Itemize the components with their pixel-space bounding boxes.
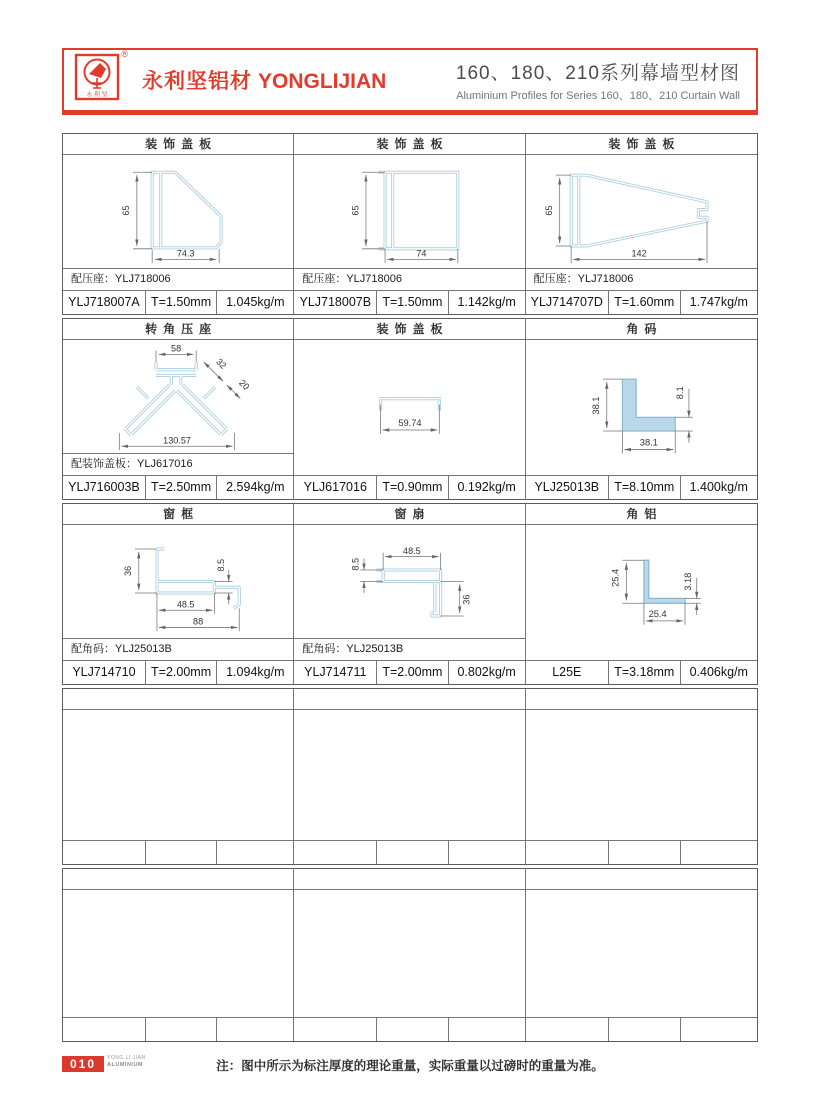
profile-title: 装饰盖板 bbox=[294, 134, 524, 155]
profile-spec-row bbox=[526, 1017, 757, 1041]
profile-diagram-svg bbox=[65, 341, 291, 452]
profile-thickness: T=2.00mm bbox=[146, 661, 217, 684]
profile-spec-row bbox=[526, 475, 757, 499]
dim-label: 88 bbox=[193, 616, 204, 627]
profile-diagram-svg bbox=[296, 526, 522, 637]
profile-note: 配角码：YLJ25013B bbox=[63, 638, 293, 660]
footer-note: 注：图中所示为标注厚度的理论重量，实际重量以过磅时的重量为准。 bbox=[216, 1059, 604, 1073]
page-title-block bbox=[456, 58, 746, 103]
dim-label: 36 bbox=[123, 565, 134, 577]
profile-cell bbox=[294, 134, 525, 314]
profile-cell-empty bbox=[294, 689, 525, 864]
profile-spec-row bbox=[63, 475, 293, 499]
profile-thickness: T=2.50mm bbox=[146, 476, 217, 499]
profile-drawing bbox=[63, 525, 293, 638]
profile-model: L25E bbox=[526, 661, 609, 684]
profile-drawing bbox=[526, 710, 757, 840]
profile-model: YLJ716003B bbox=[63, 476, 146, 499]
dim-label: 25.4 bbox=[610, 568, 621, 587]
profile-drawing bbox=[63, 155, 293, 268]
profile-title bbox=[294, 869, 524, 890]
page-header bbox=[62, 48, 758, 115]
profile-thickness: T=3.18mm bbox=[609, 661, 681, 684]
dim-label: 8.5 bbox=[350, 557, 361, 571]
profile-title: 转角压座 bbox=[63, 319, 293, 340]
dim-label: 130.57 bbox=[163, 435, 192, 446]
dim-label: 3.18 bbox=[683, 572, 694, 591]
dim-label: 36 bbox=[461, 594, 472, 605]
brand-logo bbox=[74, 49, 130, 108]
profile-note: 配压座：YLJ718006 bbox=[526, 268, 757, 290]
dim-label: 65 bbox=[121, 205, 132, 216]
profile-cell bbox=[63, 319, 294, 499]
profile-title bbox=[63, 689, 293, 710]
profile-cell-empty bbox=[294, 869, 525, 1041]
profile-spec-row bbox=[526, 660, 757, 684]
profile-spec-row bbox=[294, 1017, 524, 1041]
profile-weight: 1.747kg/m bbox=[689, 295, 748, 309]
profile-model: YLJ718007A bbox=[63, 291, 146, 314]
profile-title bbox=[294, 689, 524, 710]
dim-label: 58 bbox=[171, 343, 182, 354]
profile-note: 配压座：YLJ718006 bbox=[294, 268, 524, 290]
profile-title: 装饰盖板 bbox=[526, 134, 757, 155]
profile-thickness: T=0.90mm bbox=[377, 476, 448, 499]
profile-diagram-svg bbox=[65, 156, 291, 267]
profile-weight: 0.406kg/m bbox=[689, 665, 748, 679]
dim-label: 8.1 bbox=[675, 385, 686, 399]
profile-cell bbox=[294, 319, 525, 499]
profile-diagram-svg bbox=[528, 527, 754, 659]
profile-diagram-svg bbox=[65, 526, 291, 637]
profile-weight: 1.400kg/m bbox=[689, 480, 748, 494]
profile-weight: 1.045kg/m bbox=[226, 295, 285, 309]
profile-note: 配压座：YLJ718006 bbox=[63, 268, 293, 290]
profile-diagram-svg bbox=[296, 342, 522, 474]
profile-drawing bbox=[294, 340, 524, 475]
page-footer bbox=[62, 1056, 758, 1078]
profile-title: 角铝 bbox=[526, 504, 757, 525]
dim-label: 38.1 bbox=[640, 437, 659, 448]
brand-logo-icon bbox=[74, 52, 124, 108]
profile-drawing bbox=[526, 525, 757, 660]
profile-row-empty bbox=[62, 868, 758, 1042]
brand-name-en: YONGLIJIAN bbox=[258, 70, 387, 93]
dim-label: 59.74 bbox=[398, 417, 423, 428]
profile-model: YLJ714710 bbox=[63, 661, 146, 684]
profile-model: YLJ718007B bbox=[294, 291, 377, 314]
profile-model: YLJ617016 bbox=[294, 476, 377, 499]
profile-title: 窗框 bbox=[63, 504, 293, 525]
dim-label: 38.1 bbox=[591, 396, 602, 415]
page-title: 160、180、210系列幕墙型材图 bbox=[455, 62, 740, 84]
profile-model: YLJ25013B bbox=[526, 476, 609, 499]
profile-thickness: T=8.10mm bbox=[609, 476, 681, 499]
profile-spec-row bbox=[526, 290, 757, 314]
page-number: 010 bbox=[62, 1056, 104, 1072]
profile-note: 配装饰盖板：YLJ617016 bbox=[63, 453, 293, 475]
profile-title bbox=[526, 689, 757, 710]
profile-drawing bbox=[63, 340, 293, 453]
profile-spec-row bbox=[294, 475, 524, 499]
profile-model: YLJ714707D bbox=[526, 291, 609, 314]
footer-brand-line2: ALUMINIUM bbox=[107, 1061, 143, 1068]
profile-cell-empty bbox=[526, 689, 757, 864]
profile-drawing bbox=[63, 710, 293, 840]
profile-drawing bbox=[526, 340, 757, 475]
profile-drawing bbox=[294, 710, 524, 840]
dim-label: 32 bbox=[214, 356, 229, 371]
profile-note: 配角码：YLJ25013B bbox=[294, 638, 524, 660]
profile-thickness: T=2.00mm bbox=[377, 661, 448, 684]
dim-label: 142 bbox=[631, 248, 647, 259]
dim-label: 8.5 bbox=[216, 558, 227, 572]
page-subtitle: Aluminium Profiles for Series 160、180、210 Curtain Wall bbox=[456, 89, 740, 102]
registered-trademark: ® bbox=[121, 49, 128, 59]
dim-label: 48.5 bbox=[403, 545, 422, 556]
profile-spec-row bbox=[526, 840, 757, 864]
logo-characters: 永 利 坚 bbox=[86, 92, 108, 99]
profile-title bbox=[526, 869, 757, 890]
dim-label: 25.4 bbox=[648, 608, 667, 619]
profile-diagram-svg bbox=[528, 342, 754, 474]
profile-title bbox=[63, 869, 293, 890]
profile-cell bbox=[294, 504, 525, 684]
profile-diagram-svg bbox=[296, 156, 522, 267]
dim-label: 74 bbox=[416, 248, 427, 259]
profile-diagram-svg bbox=[528, 156, 754, 267]
dim-label: 48.5 bbox=[176, 599, 195, 610]
profile-row bbox=[62, 133, 758, 315]
profile-cell bbox=[63, 134, 294, 314]
profile-spec-row bbox=[294, 290, 524, 314]
profile-thickness: T=1.50mm bbox=[377, 291, 448, 314]
profile-weight: 0.192kg/m bbox=[457, 480, 516, 494]
profile-grid bbox=[62, 133, 758, 1042]
profile-title: 装饰盖板 bbox=[294, 319, 524, 340]
profile-row-empty bbox=[62, 688, 758, 865]
profile-title: 角码 bbox=[526, 319, 757, 340]
profile-title: 窗扇 bbox=[294, 504, 524, 525]
profile-weight: 1.094kg/m bbox=[226, 665, 285, 679]
profile-drawing bbox=[63, 890, 293, 1017]
profile-spec-row bbox=[63, 840, 293, 864]
profile-drawing bbox=[526, 890, 757, 1017]
profile-title: 装饰盖板 bbox=[63, 134, 293, 155]
dim-label: 74.3 bbox=[176, 248, 195, 259]
profile-model: YLJ714711 bbox=[294, 661, 377, 684]
profile-drawing bbox=[294, 525, 524, 638]
profile-row bbox=[62, 503, 758, 685]
profile-spec-row bbox=[294, 840, 524, 864]
profile-cell bbox=[63, 504, 294, 684]
profile-thickness: T=1.50mm bbox=[146, 291, 217, 314]
profile-drawing bbox=[294, 155, 524, 268]
profile-spec-row bbox=[294, 660, 524, 684]
page-number-badge bbox=[62, 1056, 146, 1072]
dim-label: 20 bbox=[237, 377, 252, 392]
profile-spec-row bbox=[63, 290, 293, 314]
profile-thickness: T=1.60mm bbox=[609, 291, 681, 314]
profile-cell bbox=[526, 504, 757, 684]
profile-spec-row bbox=[63, 1017, 293, 1041]
profile-drawing bbox=[526, 155, 757, 268]
brand-name-cn: 永利坚铝材 bbox=[142, 70, 252, 93]
footer-brand bbox=[107, 1056, 146, 1068]
profile-weight: 0.802kg/m bbox=[457, 665, 516, 679]
footer-brand-line1: YONG LI JIAN bbox=[107, 1055, 146, 1061]
dim-label: 65 bbox=[544, 205, 555, 216]
brand-name bbox=[142, 65, 386, 95]
profile-cell-empty bbox=[63, 689, 294, 864]
profile-cell bbox=[526, 319, 757, 499]
profile-spec-row bbox=[63, 660, 293, 684]
dim-label: 65 bbox=[350, 205, 361, 216]
content-area bbox=[62, 48, 758, 1078]
profile-cell bbox=[526, 134, 757, 314]
profile-cell-empty bbox=[526, 869, 757, 1041]
profile-row bbox=[62, 318, 758, 500]
profile-cell-empty bbox=[63, 869, 294, 1041]
profile-weight: 1.142kg/m bbox=[457, 295, 516, 309]
profile-weight: 2.594kg/m bbox=[226, 480, 285, 494]
profile-drawing bbox=[294, 890, 524, 1017]
